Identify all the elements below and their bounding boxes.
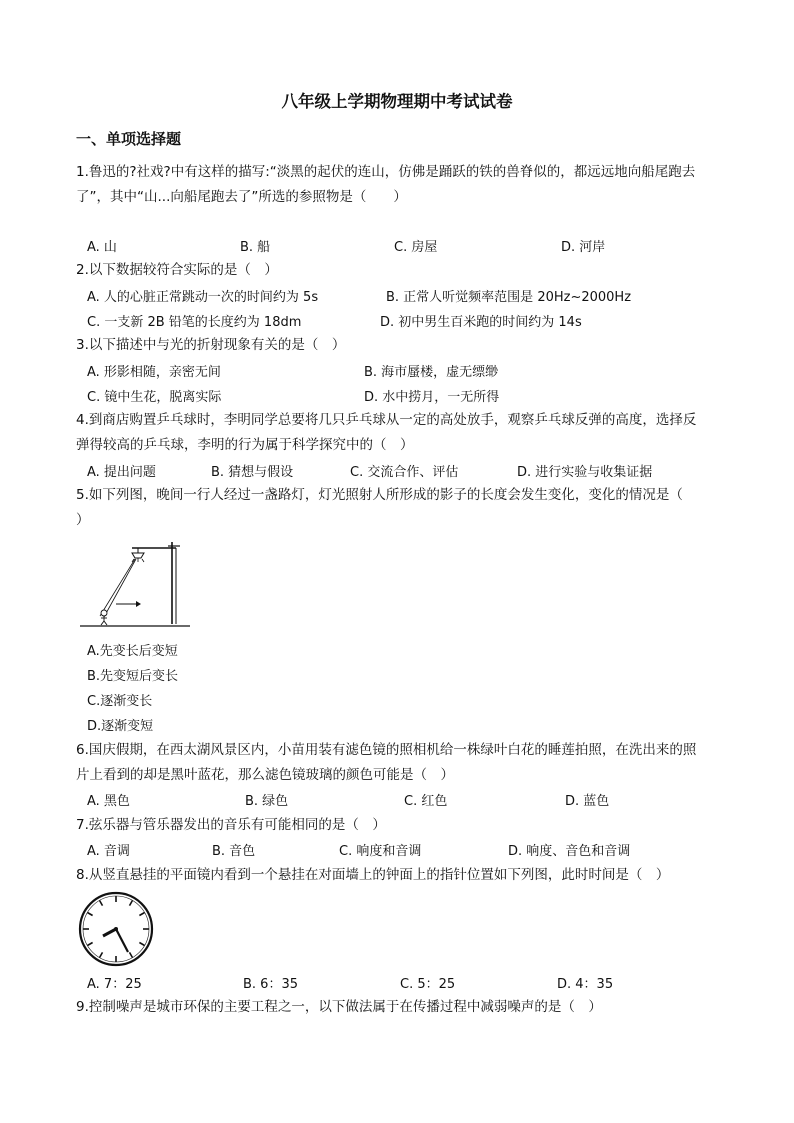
q7-option-c: C. 响度和音调 xyxy=(339,844,422,859)
q3-option-b: B. 海市蜃楼，虚无缥缈 xyxy=(364,365,499,380)
q1-stem-line1: 1.鲁迅的?社戏?中有这样的描写:“淡黑的起伏的连山，仿佛是踊跃的铁的兽脊似的，都远远地向船尾跑去 xyxy=(76,164,696,180)
q6-option-b: B. 绿色 xyxy=(245,794,289,809)
q1-stem-line2: 了”，其中“山...向船尾跑去了”所选的参照物是（ ） xyxy=(76,189,407,205)
q3-option-c: C. 镜中生花，脱离实际 xyxy=(87,390,222,405)
clock-figure xyxy=(78,891,154,967)
q5-option-c: C.逐渐变长 xyxy=(87,694,153,709)
q1-option-b: B. 船 xyxy=(240,240,271,255)
q7-option-d: D. 响度、音色和音调 xyxy=(508,844,631,859)
q4-option-d: D. 进行实验与收集证据 xyxy=(517,465,653,480)
streetlight-figure xyxy=(80,538,190,630)
q5-option-a: A.先变长后变短 xyxy=(87,644,178,659)
q7-option-b: B. 音色 xyxy=(212,844,256,859)
q4-stem-line2: 弹得较高的乒乓球，李明的行为属于科学探究中的（ ） xyxy=(76,437,414,453)
q2-option-b: B. 正常人听觉频率范围是 20Hz~2000Hz xyxy=(386,290,632,305)
section-heading: 一、单项选择题 xyxy=(76,130,182,148)
q1-option-d: D. 河岸 xyxy=(561,240,606,255)
page-title: 八年级上学期物理期中考试试卷 xyxy=(281,92,513,111)
q7-option-a: A. 音调 xyxy=(87,844,130,859)
q8-option-b: B. 6：35 xyxy=(243,977,298,992)
q3-stem: 3.以下描述中与光的折射现象有关的是（ ） xyxy=(76,337,346,353)
q1-option-c: C. 房屋 xyxy=(394,240,438,255)
q8-option-c: C. 5：25 xyxy=(400,977,456,992)
q4-stem-line1: 4.到商店购置乒乓球时，李明同学总要将几只乒乓球从一定的高处放手，观察乒乓球反弹的高度，选择反 xyxy=(76,412,697,428)
q4-option-c: C. 交流合作、评估 xyxy=(350,465,459,480)
q6-option-a: A. 黑色 xyxy=(87,794,130,809)
q6-stem-line2: 片上看到的却是黑叶蓝花，那么滤色镜玻璃的颜色可能是（ ） xyxy=(76,767,454,783)
q5-option-b: B.先变短后变长 xyxy=(87,669,179,684)
q7-stem: 7.弦乐器与管乐器发出的音乐有可能相同的是（ ） xyxy=(76,817,386,833)
q8-option-a: A. 7：25 xyxy=(87,977,142,992)
q5-stem-line1: 5.如下列图，晚间一行人经过一盏路灯，灯光照射人所形成的影子的长度会发生变化，变化的情况是（ xyxy=(76,487,683,503)
q1-option-a: A. 山 xyxy=(87,240,117,255)
q3-option-d: D. 水中捞月，一无所得 xyxy=(364,390,500,405)
q6-option-c: C. 红色 xyxy=(404,794,448,809)
q9-stem: 9.控制噪声是城市环保的主要工程之一，以下做法属于在传播过程中减弱噪声的是（ ） xyxy=(76,999,602,1015)
q2-option-c: C. 一支新 2B 铅笔的长度约为 18dm xyxy=(87,315,302,330)
q3-option-a: A. 形影相随，亲密无间 xyxy=(87,365,221,380)
q2-stem: 2.以下数据较符合实际的是（ ） xyxy=(76,262,278,278)
q4-option-a: A. 提出问题 xyxy=(87,465,156,480)
q6-option-d: D. 蓝色 xyxy=(565,794,610,809)
q5-option-d: D.逐渐变短 xyxy=(87,719,154,734)
q6-stem-line1: 6.国庆假期，在西太湖风景区内，小苗用装有滤色镜的照相机给一株绿叶白花的睡莲拍照，在洗出来的照 xyxy=(76,742,697,758)
q8-option-d: D. 4：35 xyxy=(557,977,614,992)
q5-stem-line2: ） xyxy=(76,512,90,528)
q2-option-a: A. 人的心脏正常跳动一次的时间约为 5s xyxy=(87,290,319,305)
q2-option-d: D. 初中男生百米跑的时间约为 14s xyxy=(380,315,582,330)
q4-option-b: B. 猜想与假设 xyxy=(211,465,294,480)
q8-stem: 8.从竖直悬挂的平面镜内看到一个悬挂在对面墙上的钟面上的指针位置如下列图，此时时间是（ ） xyxy=(76,867,670,883)
